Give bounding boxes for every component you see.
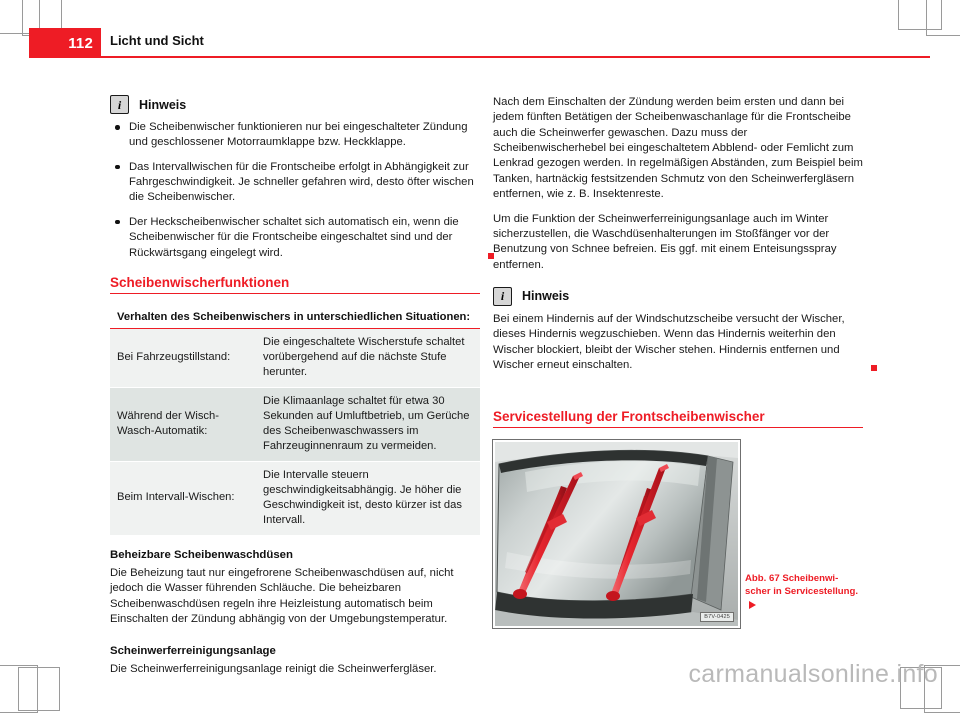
page-number-badge	[29, 28, 101, 56]
list-item-text: Der Heckscheibenwischer schaltet sich automatisch ein, wenn die Scheibenwischer für die Frontscheibe eingeschaltet sind und der Rückwärtsgang eingelegt wird.	[129, 215, 459, 259]
figure-caption	[745, 572, 863, 613]
note-body-right: Bei einem Hindernis auf der Windschutzscheibe versucht der Wischer, dieses Hindernis wegzuschieben. Wenn das Hindernis weiterhin den Wischer blockiert, bleibt der Wischer stehen. Hindernis entfernen und Wischer erneut einschalten.	[493, 312, 845, 372]
watermark: carmanualsonline.info	[688, 660, 938, 688]
page-number: 112	[68, 35, 93, 52]
list-item: Das Intervallwischen für die Frontscheibe erfolgt in Abhängigkeit zur Fahrgeschwindigkeit. Je schneller gefahren wird, desto öfter wischen die Scheibenwischer.	[110, 160, 480, 206]
note-header-left	[110, 95, 480, 114]
table-cell-behaviour: Die Intervalle steuern geschwindigkeitsabhängig. Je höher die Geschwindigkeit ist, desto kürzer ist das Intervall.	[256, 461, 480, 535]
note-bullet-list	[110, 120, 480, 261]
table-row	[110, 461, 480, 535]
figure-caption-line2: scher in Servicestellung.	[745, 586, 859, 598]
table-row	[110, 328, 480, 387]
subsection-heading-waschduesen: Beheizbare Scheibenwaschdüsen	[110, 548, 293, 561]
spacer	[110, 636, 480, 645]
note-title: Hinweis	[139, 97, 187, 112]
subsection-body-waschduesen: Die Beheizung taut nur eingefrorene Scheibenwaschdüsen auf, nicht jedoch die Wasser führenden Schläuche. Die beheizbaren Scheibenwaschdüsen regeln ihre Heizleistung automatisch beim Einschalten der Zündung abhängig von der Umgebungstemperatur.	[110, 566, 454, 625]
table-cell-behaviour: Die Klimaanlage schaltet für etwa 30 Sekunden auf Umluftbetrieb, um Gerüche des Scheibenwaschwassers im Fahrzeuginnenraum zu vermeiden.	[256, 387, 480, 461]
section-heading-scheibenwischerfunktionen: Scheibenwischerfunktionen	[110, 275, 480, 294]
info-icon: i	[110, 95, 129, 114]
figure-image	[493, 440, 740, 628]
table-cell-behaviour: Die eingeschaltete Wischerstufe schaltet vorübergehend auf die nächste Stufe herunter.	[256, 328, 480, 387]
figure-code: B7V-0425	[700, 612, 734, 622]
paragraph-winterbetrieb: Um die Funktion der Scheinwerferreinigungsanlage auch im Winter sicherzustellen, die Waschdüsenhalterungen im Stoßfänger vor der Benutzung von Schnee befreien. Eis ggf. mit einem Enteisungsspray entfernen.	[493, 212, 837, 271]
note-title: Hinweis	[522, 289, 570, 304]
table-cell-situation: Bei Fahrzeugstillstand:	[110, 328, 256, 387]
paragraph-scheinwerferwaschen: Nach dem Einschalten der Zündung werden beim ersten und dann bei jedem fünften Betätigen der Scheibenwaschanlage für die Frontscheibe auch die Scheinwerfer gewaschen. Dazu muss der Scheibenwischerhebel bei eingeschaltetem Abblend- oder Femlicht zum Lenkrad gezogen werden. In regelmäßigen Abständen, zum Beispiel beim Tanken, hartnäckig festsitzenden Schmutz von den Scheinwerfergläsern entfernen, wie z. B. Insektenreste.	[493, 96, 863, 201]
table-cell-situation: Beim Intervall-Wischen:	[110, 461, 256, 535]
crop-mark-bottom-left-b	[18, 667, 60, 711]
figure-caption-line1: Abb. 67 Scheibenwi-	[745, 572, 839, 584]
continuation-arrow-icon	[749, 601, 756, 609]
note-header-right	[493, 287, 863, 306]
section-heading-servicestellung: Servicestellung der Frontscheibenwischer	[493, 409, 863, 428]
page-title: Licht und Sicht	[110, 33, 204, 48]
crop-mark-top-right-b	[898, 0, 942, 30]
right-column	[493, 95, 863, 628]
table-cell-situation: Während der Wisch-Wasch-Automatik:	[110, 387, 256, 461]
figure-servicestellung	[493, 440, 859, 628]
wiper-behaviour-table	[110, 306, 480, 536]
table-row	[110, 387, 480, 461]
list-item: Die Scheibenwischer funktionieren nur bei eingeschalteter Zündung und geschlossener Motorraumklappe bzw. Heckklappe.	[110, 120, 480, 151]
left-column	[110, 95, 480, 687]
subsection-body-reinigungsanlage: Die Scheinwerferreinigungsanlage reinigt die Scheinwerfergläser.	[110, 663, 437, 676]
header-divider	[29, 56, 930, 58]
windshield-wipers-illustration	[495, 442, 738, 626]
section-end-mark	[871, 365, 877, 371]
table-header-cell: Verhalten des Scheibenwischers in unterschiedlichen Situationen:	[110, 306, 480, 329]
info-icon: i	[493, 287, 512, 306]
table-header-row	[110, 306, 480, 329]
page-header	[0, 28, 930, 60]
list-item	[110, 215, 480, 261]
subsection-heading-reinigungsanlage: Scheinwerferreinigungsanlage	[110, 645, 276, 658]
